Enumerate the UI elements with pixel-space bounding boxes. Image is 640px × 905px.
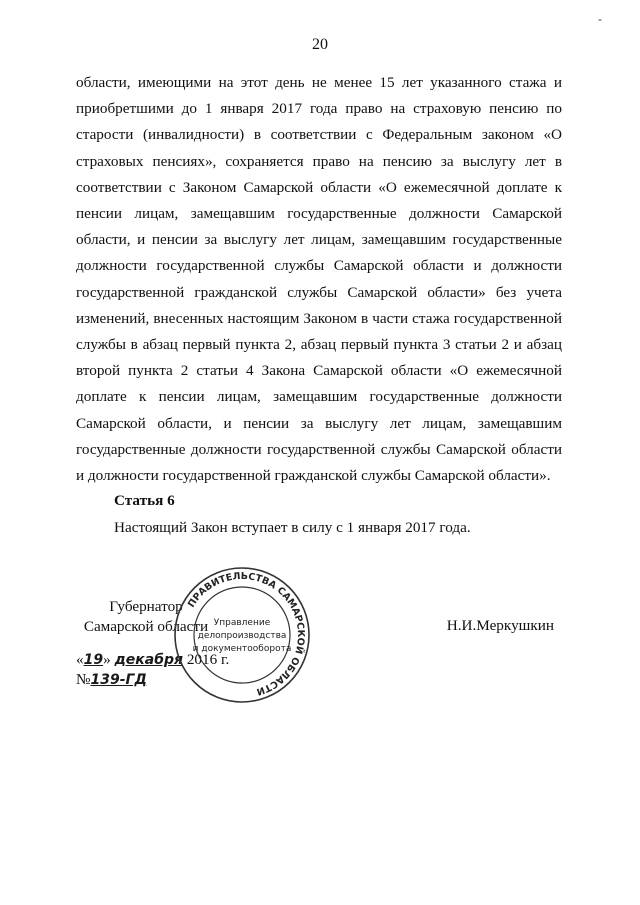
body-text <box>76 70 562 489</box>
signatory-role-line1: Губернатор <box>109 598 183 615</box>
date-day: 19 <box>83 652 104 668</box>
signatory-name: Н.И.Меркушкин <box>446 617 554 634</box>
seal-ring-text: ПРАВИТЕЛЬСТВА САМАРСКОЙ ОБЛАСТИ <box>186 570 307 697</box>
article-heading: Статья 6 <box>114 492 175 509</box>
seal-line2: делопроизводства <box>197 631 287 641</box>
law-number-value: 139-ГД <box>90 672 147 688</box>
body-paragraph: области, имеющими на этот день не менее 15 лет указанного стажа и приобретшими до 1 января 2017 года право на страховую пенсию по старости (инвалидности) в соответствии с Федеральным законом «О страховых пенсиях», сохраняется право на пенсию за выслугу лет в соответствии с Законом Самарской области «О ежемесячной доплате к пенсии лицам, замещавшим государственные должности Самарской области, и пенсии за выслугу лет лицам, замещавшим государственные должности государственной службы Самарской области и должности государственной гражданской службы Самарской области» без учета изменений, внесенных настоящим Законом в части стажа государственной службы в абзац первый пункта 2, абзац первый пункта 3 статьи 2 и абзац второй пункта 2 статьи 4 Закона Самарской области «О ежемесячной доплате к пенсии лицам, замещавшим государственные должности Самарской области, и пенсии за выслугу лет лицам, замещавшим государственные должности государственной службы Самарской области и должности государственной гражданской службы Самарской области». <box>76 74 562 485</box>
signatory-role-line2: Самарской области <box>83 618 209 635</box>
scan-mark: - <box>598 12 602 26</box>
seal-line3: и документооборота <box>192 644 292 654</box>
law-number-prefix: № <box>76 671 91 688</box>
date-open-quote: « <box>76 651 84 668</box>
date-month: декабря <box>114 652 184 668</box>
article-text: Настоящий Закон вступает в силу с 1 января 2017 года. <box>114 519 471 536</box>
page-number: 20 <box>312 36 328 53</box>
seal-line1: Управление <box>213 618 271 628</box>
official-seal-stamp <box>172 565 312 705</box>
date-close-quote: » <box>103 651 111 668</box>
date-year: 2016 г. <box>186 651 230 668</box>
